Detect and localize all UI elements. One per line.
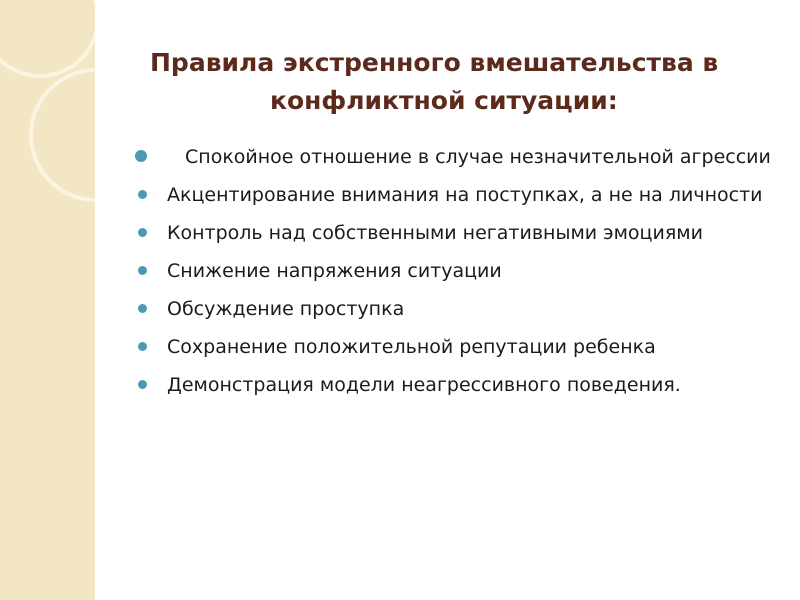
list-item <box>130 331 780 363</box>
bullet-dot-icon <box>138 342 147 351</box>
bullet-dot-icon <box>138 228 147 237</box>
bullet-dot-icon <box>138 380 147 389</box>
decorative-side-panel <box>0 0 95 600</box>
slide-title <box>150 44 790 120</box>
list-item-text: Акцентирование внимания на поступках, а не на личности <box>167 184 763 206</box>
bullet-dot-icon <box>138 266 147 275</box>
list-item <box>130 217 780 249</box>
list-item-text: Сохранение положительной репутации ребенка <box>167 336 656 358</box>
bullet-dot-icon <box>138 304 147 313</box>
list-item-text: Контроль над собственными негативными эмоциями <box>167 222 703 244</box>
ring-middle <box>31 70 95 200</box>
list-item <box>130 141 780 173</box>
bullet-dot-icon <box>135 150 147 162</box>
list-item-text: Спокойное отношение в случае незначительной агрессии <box>185 146 771 168</box>
list-item <box>130 293 780 325</box>
bullet-dot-icon <box>138 190 147 199</box>
list-item-text: Демонстрация модели неагрессивного поведения. <box>167 374 681 396</box>
rules-list <box>130 141 780 407</box>
list-item <box>130 369 780 401</box>
list-item <box>130 179 780 211</box>
list-item-text: Снижение напряжения ситуации <box>167 260 502 282</box>
slide-title-line-2: конфликтной ситуации: <box>270 86 618 115</box>
decorative-rings <box>0 0 95 600</box>
ring-top <box>0 0 95 76</box>
list-item-text: Обсуждение проступка <box>167 298 405 320</box>
slide-title-line-1: Правила экстренного вмешательства в <box>150 48 719 77</box>
list-item <box>130 255 780 287</box>
